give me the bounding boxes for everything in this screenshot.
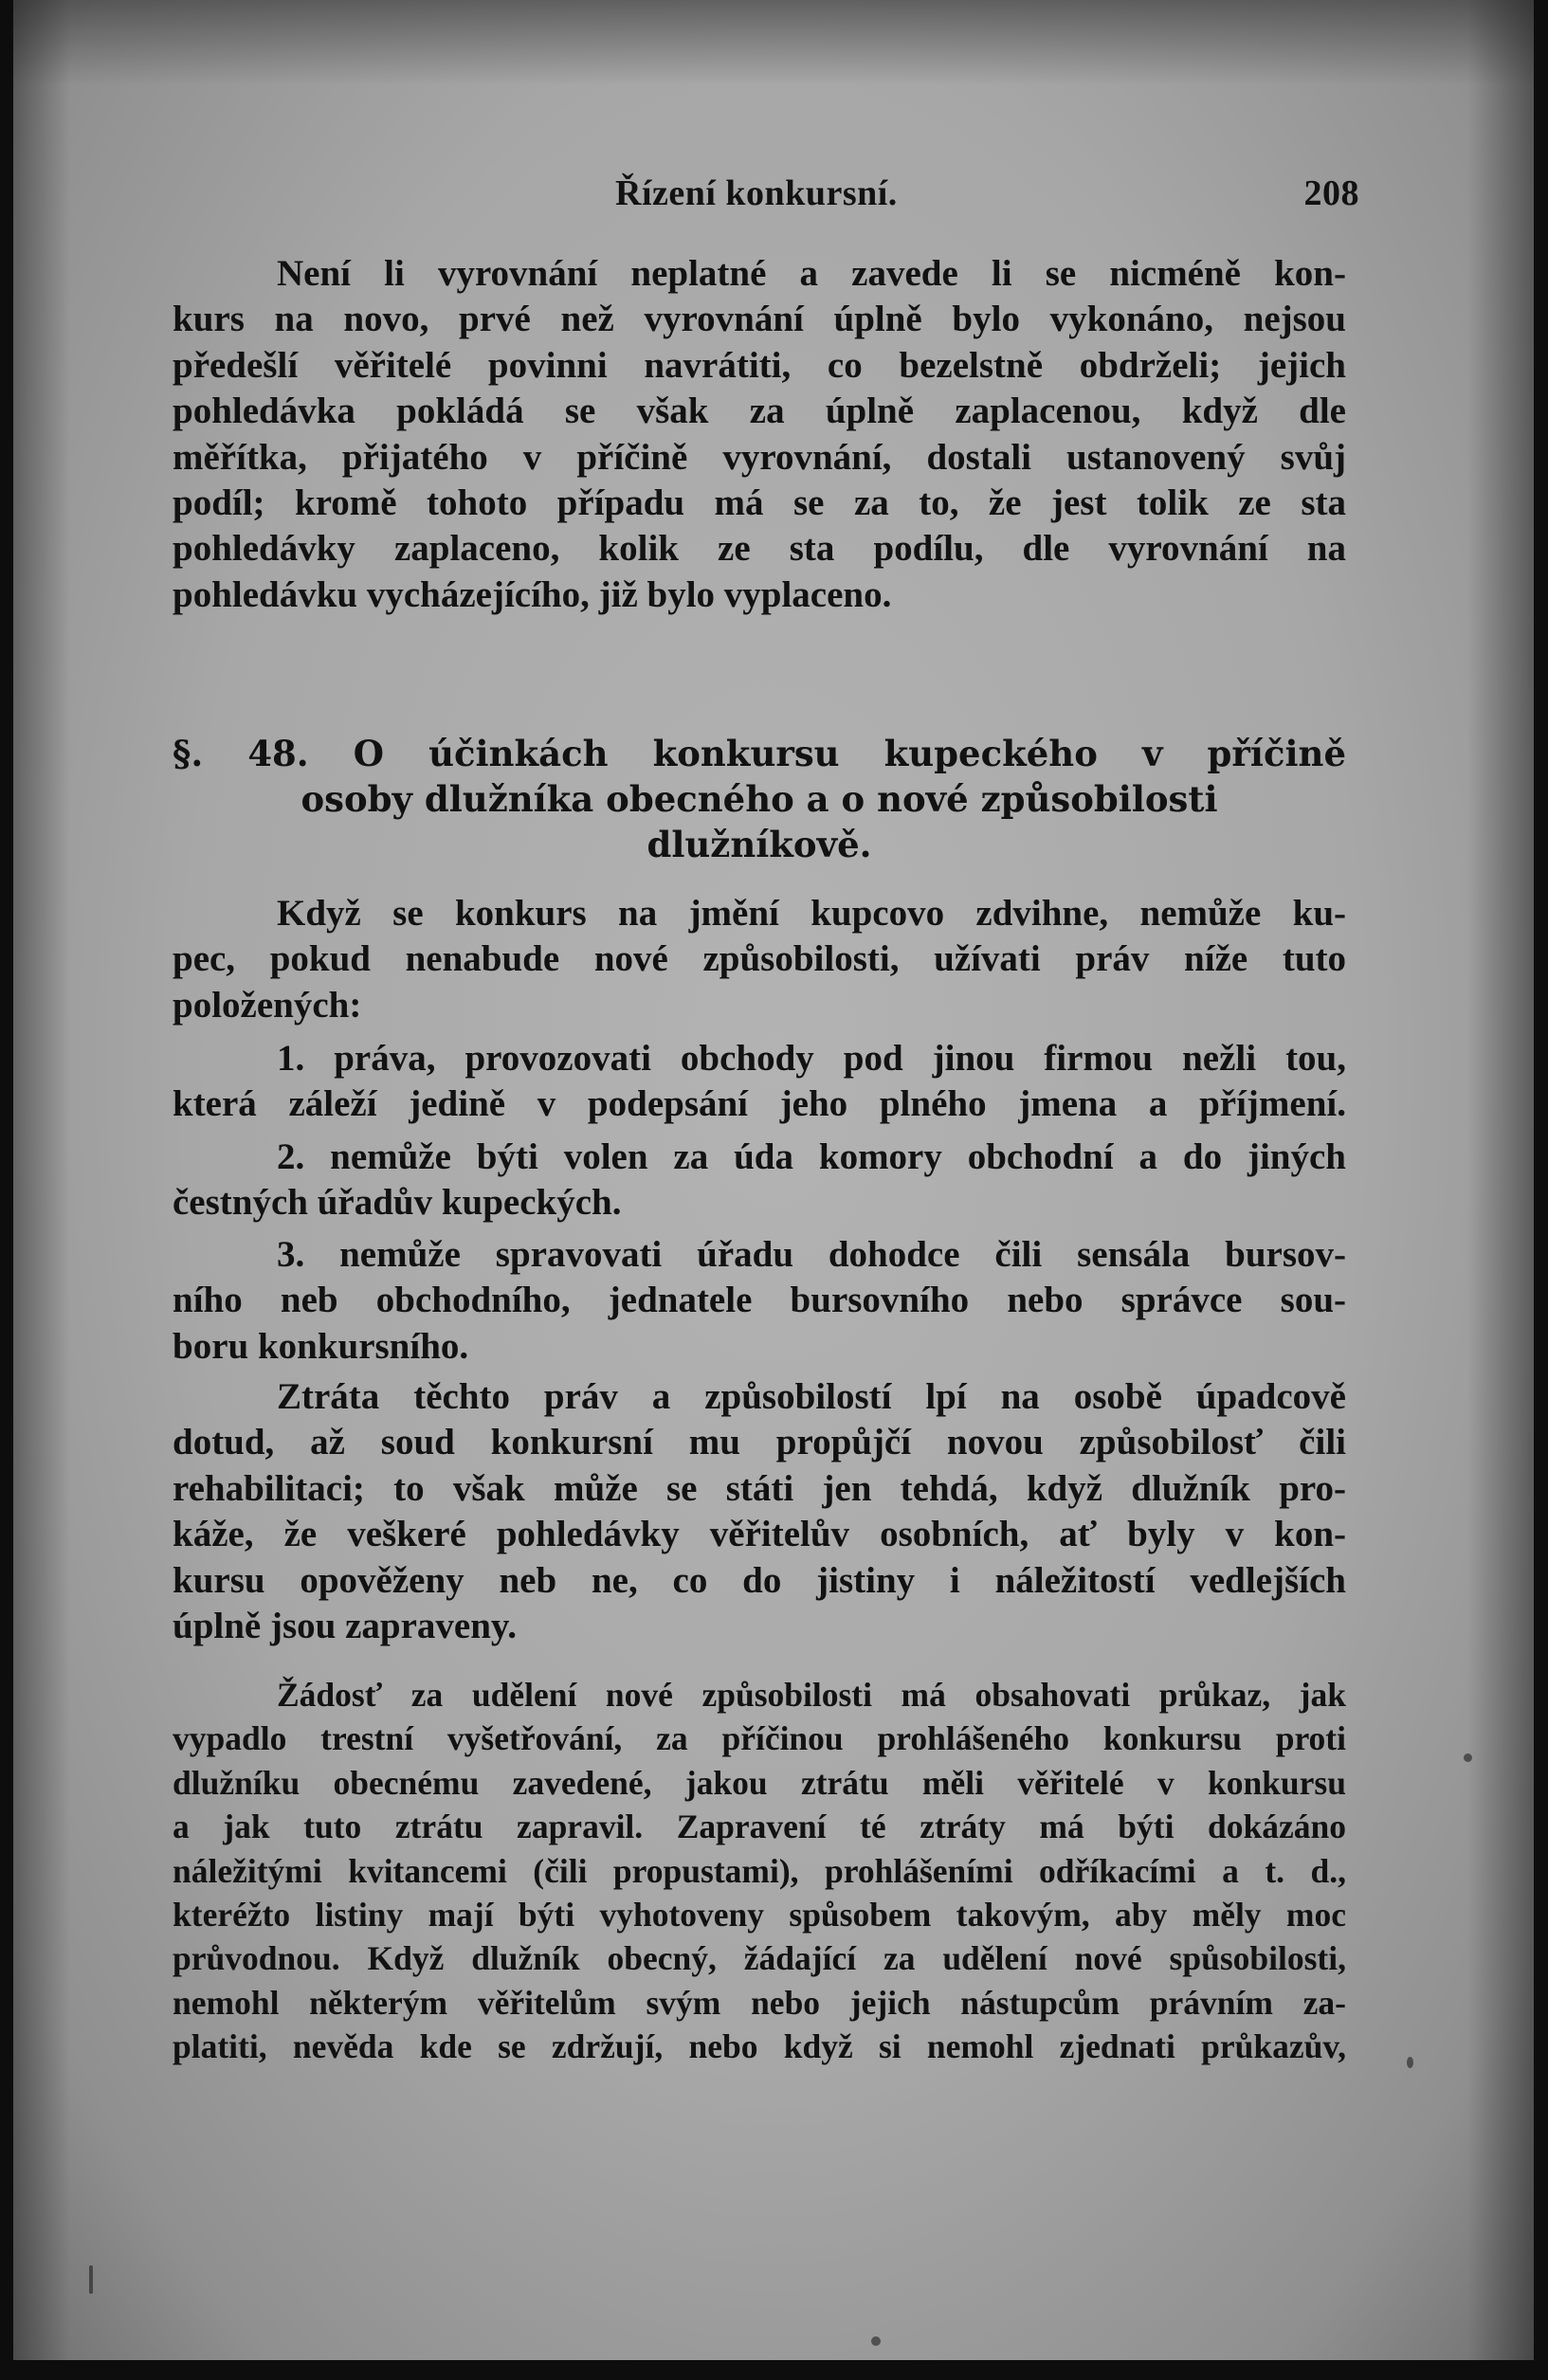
text-line: dotud, až soud konkursní mu propůjčí novou způsobilosť čili <box>173 1422 1346 1463</box>
running-title: Řízení konkursní. <box>615 173 898 213</box>
text-line: dlužníku obecnému zavedené, jakou ztrátu měli věřitelé v konkursu <box>173 1763 1346 1802</box>
text-line: podíl; kromě tohoto případu má se za to, že jest tolik ze sta <box>173 481 1346 523</box>
text-line: kursu opověženy neb ne, co do jistiny i náležitostí vedlejších <box>173 1559 1346 1601</box>
list-item-2 <box>173 1135 1346 1226</box>
ink-speck <box>871 2336 881 2346</box>
page-shadow-top <box>13 0 1534 85</box>
text-line: předešlí věřitelé povinni navrátiti, co bezelstně obdrželi; jejich <box>173 344 1346 386</box>
section-heading-line: §. 48. O účinkách konkursu kupeckého v příčině <box>173 733 1346 774</box>
text-line: čestných úřadův kupeckých. <box>173 1182 622 1224</box>
text-line: pec, pokud nenabude nové způsobilosti, užívati práv níže tuto <box>173 938 1346 980</box>
text-line: vypadlo trestní vyšetřování, za příčinou prohlášeného konkursu proti <box>173 1719 1346 1758</box>
ink-speck <box>1407 2057 1413 2068</box>
text-line: 2. nemůže býti volen za úda komory obchodní a do jiných <box>277 1136 1346 1177</box>
text-line: rehabilitaci; to však může se státi jen tehdá, když dlužník pro- <box>173 1467 1346 1509</box>
page-shadow-left <box>13 0 70 2360</box>
page-number: 208 <box>1303 173 1359 213</box>
text-line: náležitými kvitancemi (čili propustami), prohlášeními odříkacími a t. d., <box>173 1851 1346 1890</box>
text-line: platiti, nevěda kde se zdržují, nebo když si nemohl zjednati průkazův, <box>173 2027 1346 2066</box>
text-line: a jak tuto ztrátu zapravil. Zapravení té ztráty má býti dokázáno <box>173 1808 1346 1846</box>
paragraph-3 <box>173 1374 1346 1649</box>
section-heading-line: dlužníkově. <box>647 824 872 865</box>
text-line: 3. nemůže spravovati úřadu dohodce čili sensála bursov- <box>277 1234 1346 1275</box>
text-line: pohledávku vycházejícího, již bylo vyplaceno. <box>173 573 892 615</box>
scanned-page <box>13 0 1534 2360</box>
text-line: 1. práva, provozovati obchody pod jinou firmou nežli tou, <box>277 1038 1346 1079</box>
text-line: pohledávky zaplaceno, kolik ze sta podílu, dle vyrovnání na <box>173 528 1346 570</box>
text-line: průvodnou. Když dlužník obecný, žádající za udělení nové spůsobilosti, <box>173 1939 1346 1978</box>
text-line: kurs na novo, prvé než vyrovnání úplně bylo vykonáno, nejsou <box>173 299 1346 340</box>
paragraph-1 <box>173 251 1346 618</box>
list-item-1 <box>173 1036 1346 1128</box>
paragraph-4 <box>173 1673 1346 2069</box>
section-heading <box>173 731 1346 867</box>
text-line: kteréžto listiny mají býti vyhotoveny spůsobem takovým, aby měly moc <box>173 1895 1346 1934</box>
ink-speck <box>1464 1753 1472 1762</box>
text-line: ního neb obchodního, jednatele bursovního nebo správce sou- <box>173 1280 1346 1321</box>
ink-speck <box>89 2265 93 2294</box>
text-line: boru konkursního. <box>173 1325 469 1367</box>
text-line: měřítka, přijatého v příčině vyrovnání, dostali ustanovený svůj <box>173 436 1346 478</box>
text-line: Žádosť za udělení nové způsobilosti má obsahovati průkaz, jak <box>277 1676 1346 1714</box>
text-line: Není li vyrovnání neplatné a zavede li se nicméně kon- <box>277 253 1346 294</box>
text-line: položených: <box>173 984 362 1026</box>
page-shadow-right <box>1467 0 1534 2360</box>
text-line: která záleží jedině v podepsání jeho plného jmena a příjmení. <box>173 1083 1346 1125</box>
text-line: Když se konkurs na jmění kupcovo zdvihne, nemůže ku- <box>277 893 1346 934</box>
section-heading-line: osoby dlužníka obecného a o nové způsobilosti <box>300 778 1218 820</box>
text-line: nemohl některým věřitelům svým nebo jejich nástupcům právním za- <box>173 1983 1346 2022</box>
text-line: úplně jsou zapraveny. <box>173 1605 517 1646</box>
text-line: pohledávka pokládá se však za úplně zaplacenou, když dle <box>173 391 1346 432</box>
paragraph-2 <box>173 891 1346 1028</box>
list-item-3 <box>173 1232 1346 1370</box>
text-line: Ztráta těchto práv a způsobilostí lpí na osobě úpadcově <box>277 1376 1346 1417</box>
text-line: káže, že veškeré pohledávky věřitelův osobních, ať byly v kon- <box>173 1514 1346 1555</box>
